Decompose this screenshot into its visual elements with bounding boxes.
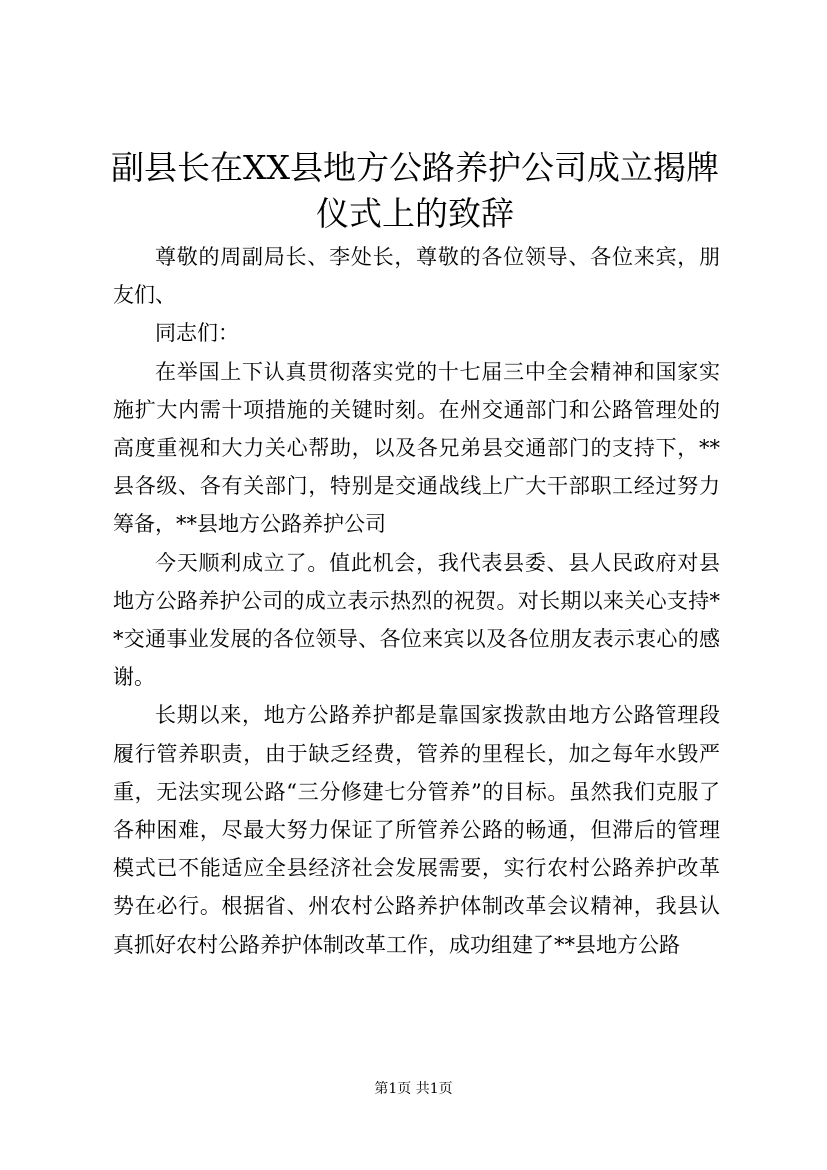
paragraph-greeting: 同志们： [155, 321, 239, 346]
paragraph-reform: 长期以来，地方公路养护都是靠国家拨款由地方公路管理段履行管养职责，由于缺乏经费，管养的里程长，加之每年水毁严重，无法实现公路“三分修建七分管养”的目标。虽然我们克服了各种困难，尽最大努力保证了所管养公路的畅通，但滞后的管理模式已不能适应全县经济社会发展需要，实行农村公路养护改革势在必行。根据省、州农村公路养护体制改革会议精神，我县认真抓好农村公路养护体制改革工作，成功组建了**县地方公路 [113, 703, 720, 957]
document-body [113, 238, 720, 964]
document-title: 副县长在XX县地方公路养护公司成立揭牌仪式上的致辞 [111, 148, 719, 233]
page-number-footer: 第1页 共1页 [374, 1081, 453, 1097]
paragraph-background: 在举国上下认真贯彻落实党的十七届三中全会精神和国家实施扩大内需十项措施的关键时刻。在州交通部门和公路管理处的高度重视和大力关心帮助，以及各兄弟县交通部门的支持下，**县各级、各有关部门，特别是交通战线上广大干部职工经过努力筹备，**县地方公路养护公司 [113, 359, 720, 537]
paragraph-salutation: 尊敬的周副局长、李处长，尊敬的各位领导、各位来宾，朋友们、 [113, 245, 720, 308]
paragraph-congratulations: 今天顺利成立了。值此机会，我代表县委、县人民政府对县地方公路养护公司的成立表示热烈的祝贺。对长期以来关心支持**交通事业发展的各位领导、各位来宾以及各位朋友表示衷心的感谢。 [113, 550, 720, 690]
